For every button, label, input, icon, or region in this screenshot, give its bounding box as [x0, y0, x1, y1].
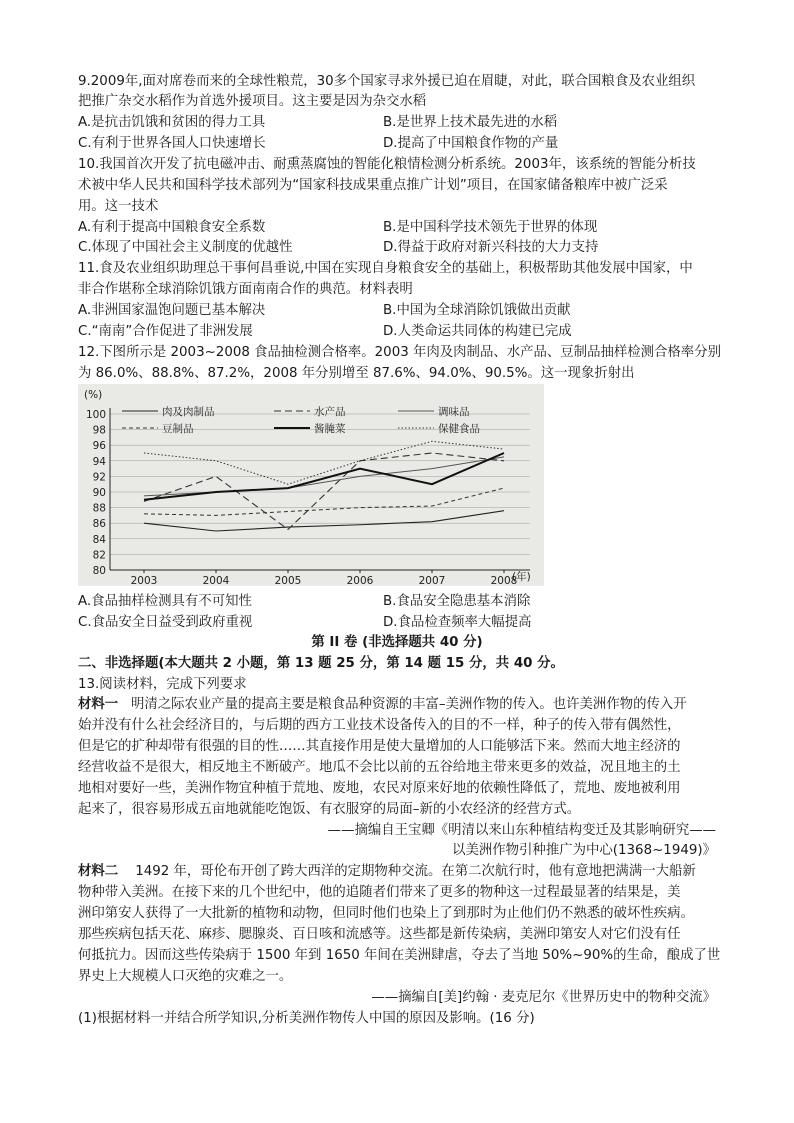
q11-option-c: C.“南南”合作促进了非洲发展: [78, 324, 253, 339]
q9-option-c: C.有利于世界各国人口快速增长: [78, 136, 266, 151]
q12-option-a: A.食品抽样检测具有不可知性: [78, 594, 252, 609]
y-tick-label-86: 86: [92, 518, 106, 531]
q9-option-d: D.提高了中国粮食作物的产量: [383, 136, 559, 151]
legend-label-4: 酱腌菜: [314, 423, 346, 435]
y-tick-label-88: 88: [92, 502, 106, 515]
legend-label-5: 保健食品: [438, 423, 480, 435]
x-tick-label-2008: 2008: [490, 575, 518, 586]
q10-option-d: D.得益于政府对新兴科技的大力支持: [383, 240, 599, 255]
q11-stem-line1: 11.食及农业组织助理总干事何昌垂说,中国在实现自身粮食安全的基础上，积极帮助其他发展中国家，中: [78, 261, 693, 276]
chart-background: [78, 384, 544, 586]
q9-stem-line2: 把推广杂交水稻作为首选外援项目。这主要是因为杂交水稻: [78, 94, 427, 109]
q11-stem-line2: 非合作堪称全球消除饥饿方面南南合作的典范。材料表明: [78, 282, 413, 297]
legend-label-2: 调味品: [438, 406, 470, 418]
q11-option-b: B.中国为全球消除饥饿做出贡献: [383, 303, 571, 318]
y-tick-label-100: 100: [85, 409, 106, 421]
q9-stem-line1: 9.2009年,面对席卷而来的全球性粮荒，30多个国家寻求外援已迫在眉睫，对此，联合国粮食及农业组织: [78, 74, 696, 89]
material2-line4: 那些疾病包括天花、麻疹、腮腺炎、百日咳和流感等。这些都是新传染病，美洲印第安人对它们没有任: [78, 927, 681, 942]
y-tick-label-90: 90: [92, 487, 106, 499]
q10-option-c: C.体现了中国社会主义制度的优越性: [78, 240, 293, 255]
q9-option-a: A.是抗击饥饿和贫困的得力工具: [78, 115, 266, 130]
y-tick-label-96: 96: [92, 440, 106, 453]
legend-label-1: 水产品: [314, 406, 346, 418]
y-axis-unit-label: (%): [84, 389, 103, 401]
x-tick-label-2004: 2004: [202, 575, 230, 586]
q10-option-a: A.有利于提高中国粮食安全系数: [78, 220, 266, 235]
q13-stem: 13.阅读材料，完成下列要求: [78, 677, 247, 692]
q13-subquestion-1: (1)根据材料一并结合所学知识,分析美洲作物传人中国的原因及影响。(16 分): [78, 1011, 535, 1026]
q12-option-c: C.食品安全日益受到政府重视: [78, 615, 253, 630]
part2-heading: 二、非选择题(本大题共 2 小题，第 13 题 25 分，第 14 题 15 分，共 40 分。: [78, 656, 564, 671]
x-axis-unit-label: (年): [512, 571, 531, 583]
y-tick-label-94: 94: [92, 455, 106, 468]
material1-line5: 地相对要好一些，美洲作物宜种植于荒地、废地，农民对原来好地的依赖性降低了，荒地、废地被利用: [78, 781, 681, 796]
q10-stem-line1: 10.我国首次开发了抗电磁冲击、耐熏蒸腐蚀的智能化粮情检测分析系统。2003年，该系统的智能分析技: [78, 157, 696, 172]
q12-option-d: D.食品检查频率大幅提高: [383, 615, 532, 630]
material2-source: ——摘编自[美]约翰 · 麦克尼尔《世界历史中的物种交流》: [371, 990, 716, 1005]
material2-line3: 洲印第安人获得了一大批新的植物和动物，但同时他们也染上了到那时为止他们仍不熟悉的破坏性疾病。: [78, 906, 694, 921]
q10-stem-line3: 用。这一技术: [78, 199, 159, 214]
material2-text-1: 1492 年，哥伦布开创了跨大西洋的定期物种交流。在第二次航行时，他有意地把满满一大船新: [135, 864, 696, 879]
q11-option-a: A.非洲国家温饱问题已基本解决: [78, 303, 266, 318]
y-tick-label-82: 82: [92, 549, 106, 562]
material1-line2: 始并没有什么社会经济目的，与后期的西方工业技术设备传入的目的不一样，种子的传入带有偶然性，: [78, 718, 681, 733]
material1-line3: 但是它的扩种却带有很强的目的性……其直接作用是使大量增加的人口能够活下来。然而大地主经济的: [78, 739, 681, 754]
material2-line5: 何抵抗力。因而这些传染病于 1500 年到 1650 年间在美洲肆虐，夺去了当地 50%~90%的生命，酿成了世: [78, 948, 721, 963]
x-tick-label-2006: 2006: [346, 575, 374, 586]
material2-label: 材料二: [78, 864, 119, 879]
q12-option-b: B.食品安全隐患基本消除: [383, 594, 531, 609]
material1-source-line1: ——摘编自王宝卿《明清以来山东种植结构变迁及其影响研究——: [327, 823, 716, 838]
q10-option-b: B.是中国科学技术领先于世界的体现: [383, 220, 598, 235]
y-tick-label-98: 98: [92, 424, 106, 437]
q9-option-b: B.是世界上技术最先进的水稻: [383, 115, 558, 130]
material1-source-line2: 以美洲作物引种推广为中心(1368~1949)》: [452, 843, 716, 858]
y-tick-label-84: 84: [92, 533, 106, 546]
material1-line4: 经营收益不是很大，相反地主不断破产。地瓜不会比以前的五谷给地主带来更多的效益，况且地主的土: [78, 760, 681, 775]
food-safety-line-chart: [78, 384, 544, 586]
x-tick-label-2007: 2007: [418, 575, 446, 586]
q12-stem-line1: 12.下图所示是 2003~2008 食品抽检测合格率。2003 年肉及肉制品、水产品、豆制品抽样检测合格率分别: [78, 345, 721, 360]
material1-line1: [78, 695, 687, 715]
x-tick-label-2005: 2005: [274, 575, 302, 586]
legend-label-0: 肉及肉制品: [162, 406, 215, 418]
material2-line6: 界史上大规模人口灭绝的灾难之一。: [78, 969, 293, 984]
material2-line1: [78, 862, 696, 882]
y-tick-label-80: 80: [92, 565, 106, 577]
material1-label: 材料一: [78, 697, 119, 712]
material2-line2: 物种带入美洲。在接下来的几个世纪中，他的追随者们带来了更多的物种这一过程最显著的结果是，美: [78, 885, 681, 900]
material1-line6: 起来了，很容易形成五亩地就能吃饱饭、有衣服穿的局面–新的小农经济的经营方式。: [78, 802, 581, 817]
part2-title: 第 II 卷 (非选择题共 40 分): [311, 635, 483, 650]
q12-stem-line2: 为 86.0%、88.8%、87.2%，2008 年分别增至 87.6%、94.0%、90.5%。这一现象折射出: [78, 366, 635, 381]
legend-label-3: 豆制品: [162, 423, 194, 435]
y-tick-label-92: 92: [92, 471, 106, 484]
x-tick-label-2003: 2003: [130, 575, 158, 586]
material1-text-1: 明清之际农业产量的提高主要是粮食品种资源的丰富–美洲作物的传入。也许美洲作物的传入开: [130, 697, 687, 712]
q10-stem-line2: 术被中华人民共和国科学技术部列为“国家科技成果重点推广计划”项目，在国家储备粮库中被广泛采: [78, 178, 668, 193]
q11-option-d: D.人类命运共同体的构建已完成: [383, 324, 572, 339]
